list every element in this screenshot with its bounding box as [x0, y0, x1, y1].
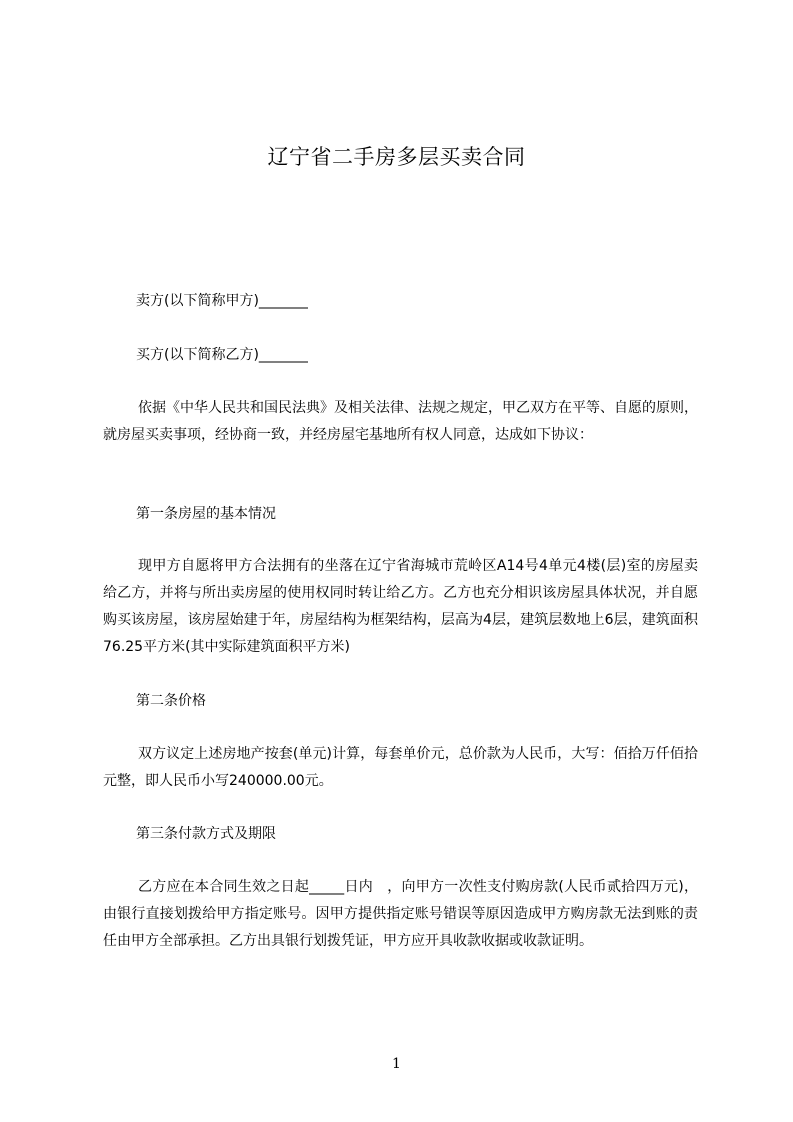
article1-heading: 第一条房屋的基本情况	[136, 506, 276, 522]
article2-heading: 第二条价格	[136, 693, 206, 709]
buyer-line: 买方(以下简称乙方)_______	[136, 347, 308, 363]
seller-line: 卖方(以下简称甲方)_______	[136, 293, 308, 309]
article1-body: 现甲方自愿将甲方合法拥有的坐落在辽宁省海城市荒岭区A14号4单元4楼(层)室的房屋卖给乙方，并将与所出卖房屋的使用权同时转让给乙方。乙方也充分相识该房屋具体状况，并自愿购买该房屋，该房屋始建于年，房屋结构为框架结构，层高为4层，建筑层数地上6层，建筑面积76.25平方米(其中实际建筑面积平方米)	[103, 558, 698, 655]
document-title: 辽宁省二手房多层买卖合同	[267, 145, 526, 169]
article2-body: 双方议定上述房地产按套(单元)计算，每套单价元，总价款为人民币，大写：佰拾万仟佰拾元整，即人民币小写240000.00元。	[103, 746, 698, 789]
intro-paragraph: 依据《中华人民共和国民法典》及相关法律、法规之规定，甲乙双方在平等、自愿的原则，就房屋买卖事项，经协商一致，并经房屋宅基地所有权人同意，达成如下协议：	[103, 400, 698, 443]
article3-heading: 第三条付款方式及期限	[136, 826, 276, 842]
page-number: 1	[392, 1056, 401, 1072]
article3-body: 乙方应在本合同生效之日起_____日内 ，向甲方一次性支付购房款(人民币贰拾四万元)，由银行直接划拨给甲方指定账号。因甲方提供指定账号错误等原因造成甲方购房款无法到账的责任由甲方全部承担。乙方出具银行划拨凭证，甲方应开具收款收据或收款证明。	[103, 879, 698, 949]
